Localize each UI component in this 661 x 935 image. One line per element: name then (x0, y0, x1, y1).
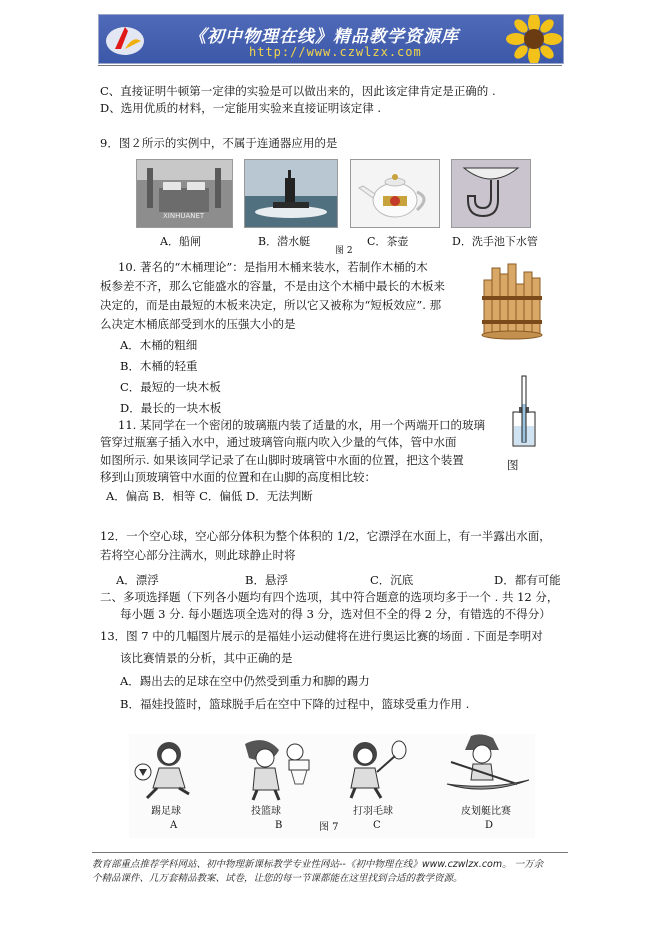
footer-line2: 个精品课件、几万套精品教案、试卷，让您的每一节课都能在这里找到合适的教学资源。 (92, 873, 463, 884)
question-12-line2: 若将空心部分注满水，则此球静止时将 (100, 548, 296, 562)
fig7-caption-b: 投篮球 (251, 806, 281, 817)
fig7-label: 图 7 (319, 822, 339, 833)
fig7-caption-d: 皮划艇比赛 (461, 806, 511, 817)
question-11-line3: 如图所示. 如果该同学记录了在山脚时玻璃管中水面的位置，把这个装置 (100, 453, 464, 467)
teapot-icon (351, 160, 439, 227)
wooden-bucket-icon (478, 262, 546, 340)
teapot-photo (350, 159, 440, 228)
fig7-letter-a: A (170, 820, 178, 831)
footer-rule (92, 852, 568, 853)
submarine-photo (244, 159, 338, 228)
ship-lock-photo (136, 159, 233, 228)
figure-7 (129, 734, 535, 838)
fuwa-basketball-icon (235, 736, 315, 802)
fig2-caption-a: A．船闸 (160, 235, 201, 248)
question-13-option-a: A．踢出去的足球在空中仍然受到重力和脚的踢力 (120, 674, 370, 688)
question-10-line4: 么决定木桶底部受到水的压强大小的是 (100, 317, 296, 331)
question-11-options: A．偏高 B．相等 C．偏低 D．无法判断 (106, 489, 313, 503)
fig2-caption-b: B．潜水艇 (258, 235, 311, 248)
header-rule (98, 65, 562, 66)
question-11-line4: 移到山顶玻璃管中水面的位置和在山脚的高度相比较： (100, 470, 376, 484)
question-10-line3: 决定的，而是由最短的木板来决定，所以它又被称为“短板效应”. 那 (100, 298, 442, 312)
question-9: 9．图２所示的实例中，不属于连通器应用的是 (100, 136, 338, 150)
fig7-caption-c: 打羽毛球 (353, 806, 393, 817)
option-c-line: C、直接证明牛顿第一定律的实验是可以做出来的，因此该定律肯定是正确的 . (100, 84, 496, 98)
question-11-line2: 管穿过瓶塞子插入水中，通过玻璃管向瓶内吹入少量的气体，管中水面 (100, 435, 457, 449)
sink-drain-photo (451, 159, 531, 228)
fig7-letter-d: D (485, 820, 494, 831)
header-banner (98, 14, 564, 64)
question-10-option-a: A．木桶的粗细 (120, 338, 198, 352)
site-logo-icon (103, 19, 147, 59)
banner-url[interactable]: http://www.czwlzx.com (249, 45, 422, 59)
question-12-option-b: B．悬浮 (245, 573, 288, 587)
fig2-caption-c: C．茶壶 (367, 235, 409, 248)
photo-watermark: XINHUANET (163, 212, 205, 220)
question-10-option-c: C．最短的一块木板 (120, 380, 221, 394)
fig2-label: 图 2 (335, 246, 353, 256)
question-10-line1: 10. 著名的“木桶理论”：是指用木桶来装水，若制作木桶的木 (118, 260, 428, 274)
sunflower-icon (504, 15, 562, 63)
question-11-figure-label: 图 (507, 458, 519, 472)
question-10-line2: 板参差不齐，那么它能盛水的容量，不是由这个木桶中最长的木板来 (100, 279, 445, 293)
question-12-option-a: A．漂浮 (116, 573, 159, 587)
fig7-caption-a: 踢足球 (151, 806, 181, 817)
question-10-option-d: D．最长的一块木板 (120, 401, 222, 415)
fuwa-kayak-icon (445, 734, 533, 804)
footer-line1: 教育部重点推荐学科网站、初中物理新课标教学专业性网站--《初中物理在线》www.czwlzx.com。 一万余 (92, 859, 544, 870)
question-13-option-b: B．福娃投篮时，篮球脱手后在空中下降的过程中，篮球受重力作用 . (120, 697, 470, 711)
sink-drain-icon (452, 160, 530, 227)
section-2-heading-line1: 二、多项选择题（下列各小题均有四个选项，其中符合题意的选项均多于一个 . 共 12 分， (100, 590, 559, 604)
fig7-letter-b: B (275, 820, 283, 831)
question-13-line2: 该比赛情景的分析，其中正确的是 (120, 651, 293, 665)
question-12-line1: 12．一个空心球，空心部分体积为整个体积的 1/2，它漂浮在水面上，有一半露出水面， (100, 529, 551, 543)
question-12-option-d: D．都有可能 (494, 573, 561, 587)
question-13-line1: 13．图 7 中的几幅图片展示的是福娃小运动健将在进行奥运比赛的场面 . 下面是李明对 (100, 629, 543, 643)
section-2-heading-line2: 每小题 3 分. 每小题选项全选对的得 3 分，选对但不全的得 2 分，有错选的不得分） (120, 607, 551, 621)
fuwa-soccer-icon (133, 736, 213, 802)
submarine-icon (245, 160, 337, 227)
question-11-line1: 11. 某同学在一个密闭的玻璃瓶内装了适量的水，用一个两端开口的玻璃 (118, 418, 485, 432)
fuwa-badminton-icon (335, 736, 415, 802)
bottle-tube-icon (510, 374, 540, 454)
question-10-option-b: B．木桶的轻重 (120, 359, 198, 373)
fig2-caption-d: D．洗手池下水管 (452, 235, 538, 248)
banner-title: 《初中物理在线》精品教学资源库 (189, 27, 459, 47)
fig7-letter-c: C (373, 820, 381, 831)
option-d-line: D、选用优质的材料，一定能用实验来直接证明该定律 . (100, 101, 382, 115)
question-12-option-c: C．沉底 (370, 573, 414, 587)
